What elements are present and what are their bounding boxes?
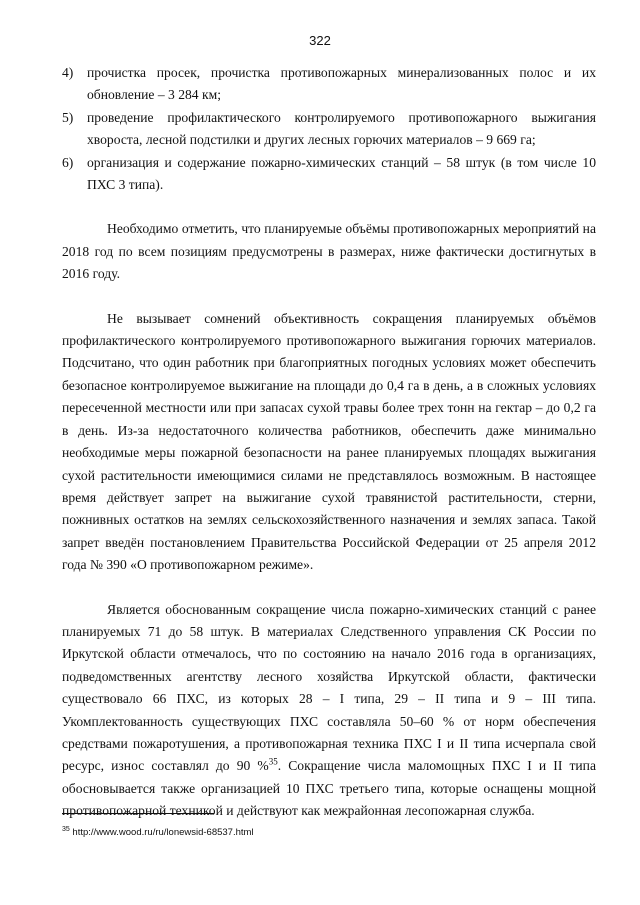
footnote bbox=[62, 827, 596, 839]
document-body bbox=[62, 62, 596, 823]
list-item bbox=[62, 62, 596, 107]
paragraph-text: . Сокращение числа маломощных ПХС I и II типа обосновывается также организацией 10 ПХС третьего типа, которые оснащены мощной противопожарной техникой и действуют как межрайонная лесопожарная служба. bbox=[62, 758, 596, 819]
footnote-separator bbox=[62, 813, 214, 814]
list-item-text: проведение профилактического контролируемого противопожарного выжигания хвороста, лесной подстилки и других лесных горючих материалов – 9 669 га; bbox=[87, 109, 596, 148]
paragraph-burning-reduction: Не вызывает сомнений объективность сокращения планируемых объёмов профилактического контролируемого противопожарного выжигания горючих материалов. Подсчитано, что один работник при благоприятных погодных условиях может обеспечить безопасное контролируемое выжигание на площади до 0,4 га в день, а в сложных условиях пересеченной местности или при запасах сухой травы более трех тонн на гектар – до 0,2 га в день. Из-за недостаточного количества работников, обеспечить даже минимально необходимые меры пожарной безопасности на ранее планируемых площадях выжигания сухой растительности имеющимися силами не представлялось возможным. В настоящее время действует запрет на выжигание сухой травянистой растительности, стерни, пожнивных остатков на землях сельскохозяйственного назначения и землях запаса. Такой запрет введён постановлением Правительства Российской Федерации от 25 апреля 2012 года № 390 «О противопожарном режиме». bbox=[62, 310, 596, 573]
footnote-reference[interactable]: 35 bbox=[268, 756, 278, 767]
numbered-list bbox=[62, 62, 596, 196]
list-marker: 5) bbox=[62, 109, 74, 125]
paragraph-fire-stations bbox=[62, 599, 596, 823]
paragraph-text: Является обоснованным сокращение числа пожарно-химических станций с ранее планируемых 71 до 58 штук. В материалах Следственного управления СК России по Иркутской области отмечалось, что по состоянию на начало 2016 года в организациях, подведомственных агентству лесного хозяйства Иркутской области, фактически существовало 66 ПХС, из которых 28 – I типа, 29 – II типа и 9 – III типа. Укомплектованность существующих ПХС составляла 50–60 % от норм обеспечения средствами пожаротушения, а противопожарная техника ПХС I и II типа исчерпала свой ресурс, износ составлял до 90 % bbox=[62, 601, 596, 774]
list-item bbox=[62, 152, 596, 197]
paragraph-planned-volumes: Необходимо отметить, что планируемые объёмы противопожарных мероприятий на 2018 год по всем позициям предусмотрены в размерах, ниже фактически достигнутых в 2016 году. bbox=[62, 221, 596, 282]
list-item bbox=[62, 107, 596, 152]
list-item-text: организация и содержание пожарно-химических станций – 58 штук (в том числе 10 ПХС 3 типа). bbox=[87, 154, 596, 193]
list-marker: 4) bbox=[62, 65, 74, 80]
list-marker: 6) bbox=[62, 154, 74, 170]
list-item-text: прочистка просек, прочистка противопожарных минерализованных полос и их обновление – 3 284 км; bbox=[87, 65, 596, 103]
page-number: 322 bbox=[309, 33, 331, 48]
footnote-link[interactable]: http://www.wood.ru/ru/lonewsid-68537.html bbox=[69, 827, 254, 838]
footnote-number: 35 bbox=[62, 825, 70, 833]
